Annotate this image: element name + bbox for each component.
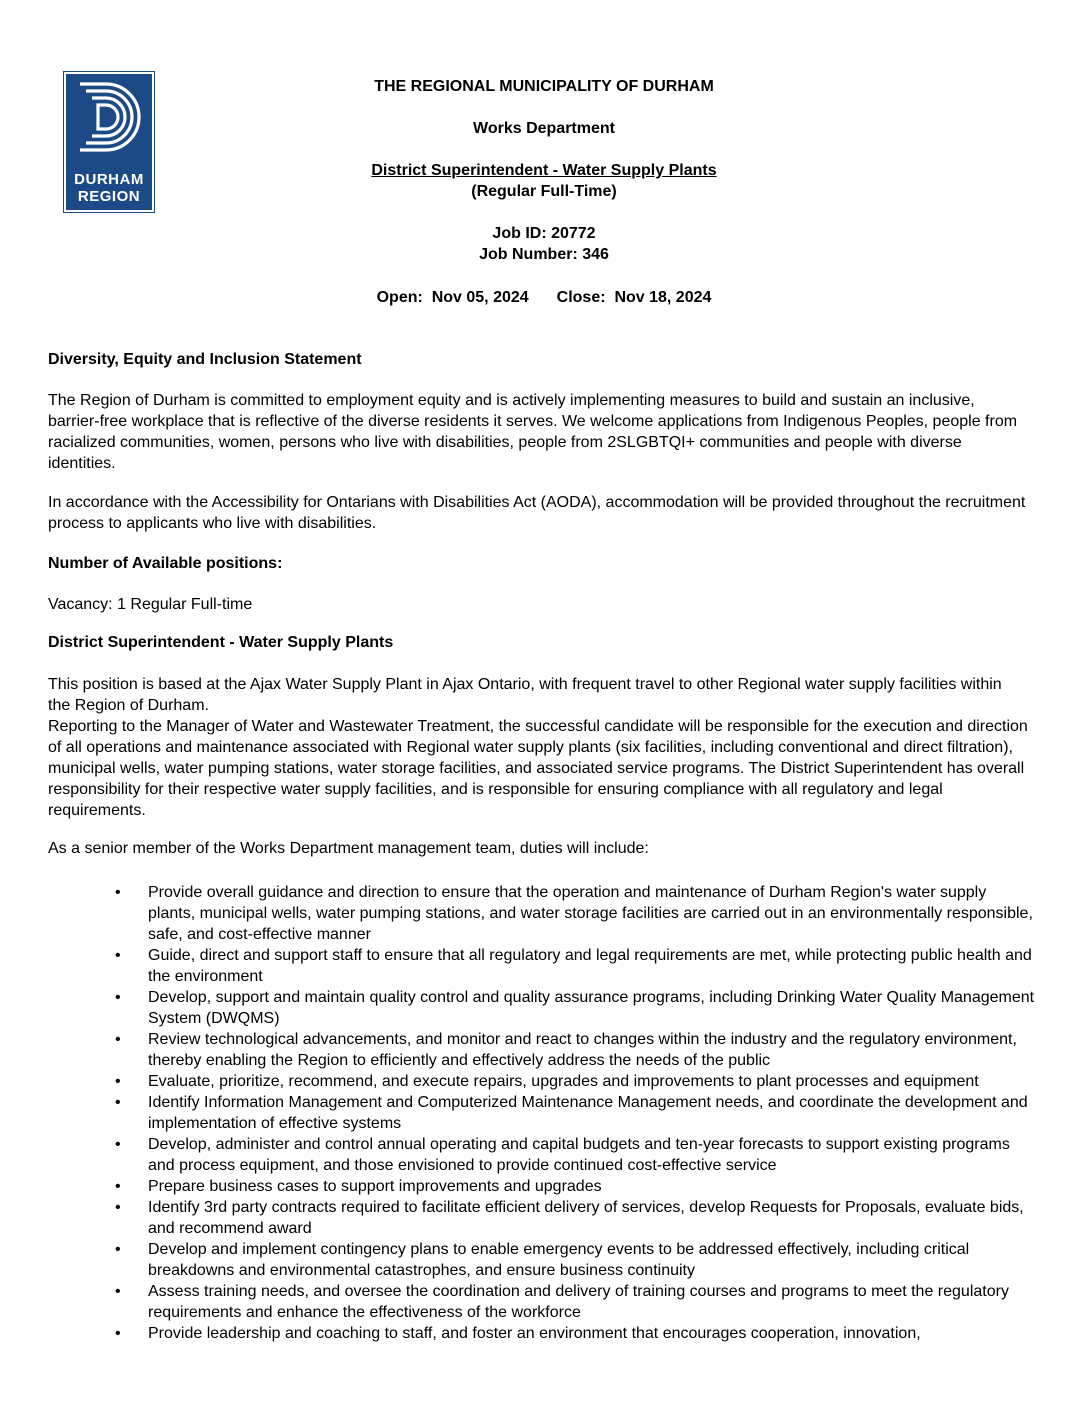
list-item [115,1092,1035,1134]
duty-text: Guide, direct and support staff to ensure that all regulatory and legal requirements are met, while protecting public health and the environment [148,947,1032,985]
positions-heading: Number of Available positions: [48,555,283,572]
bullet-icon: • [115,1199,121,1216]
duty-text: Identify Information Management and Computerized Maintenance Management needs, and coordinate the development and implementation of effective systems [148,1094,1028,1132]
logo-line-durham: DURHAM [74,171,144,188]
duty-text: Provide leadership and coaching to staff, and foster an environment that encourages cooperation, innovation, [148,1325,921,1342]
bullet-icon: • [115,1325,121,1342]
job-number: Job Number: 346 [479,246,609,263]
duty-text: Provide overall guidance and direction to ensure that the operation and maintenance of Durham Region's water supply plants, municipal wells, water pumping stations, and water storage facilities are carried out in an environmentally responsible, safe, and cost-effective manner [148,884,1033,943]
position-title [0,160,1088,181]
duty-text: Prepare business cases to support improvements and upgrades [148,1178,602,1195]
duty-text: Develop and implement contingency plans to enable emergency events to be addressed effectively, including critical breakdowns and environmental catastrophes, and ensure business continuity [148,1241,970,1279]
role-paragraph-1-text: This position is based at the Ajax Water Supply Plant in Ajax Ontario, with frequent travel to other Regional water supply facilities within the Region of Durham. [48,676,1002,714]
bullet-icon: • [115,947,121,964]
list-item [115,1197,1035,1239]
list-item [115,1134,1035,1176]
posting-dates [0,287,1088,308]
vacancy-text: Vacancy: 1 Regular Full-time [48,596,253,613]
list-item [115,1239,1035,1281]
close-date: Close: Nov 18, 2024 [556,289,712,306]
duty-text: Develop, support and maintain quality control and quality assurance programs, including Drinking Water Quality Management System (DWQMS) [148,989,1035,1027]
dei-heading: Diversity, Equity and Inclusion Statement [48,351,362,368]
list-item [115,1176,1035,1197]
bullet-icon: • [115,1178,121,1195]
bullet-icon: • [115,1136,121,1153]
bullet-icon: • [115,1283,121,1300]
bullet-icon: • [115,1031,121,1048]
dei-paragraph-2 [48,492,1028,534]
bullet-icon: • [115,1073,121,1090]
list-item [115,987,1035,1029]
duty-text: Evaluate, prioritize, recommend, and execute repairs, upgrades and improvements to plant processes and equipment [148,1073,979,1090]
list-item [115,1029,1035,1071]
list-item [115,1071,1035,1092]
job-id: Job ID: 20772 [492,225,596,242]
organization-name: THE REGIONAL MUNICIPALITY OF DURHAM [374,78,714,95]
bullet-icon: • [115,989,121,1006]
department-name: Works Department [473,120,615,137]
bullet-icon: • [115,1094,121,1111]
position-title-text: District Superintendent - Water Supply Plants [371,162,717,179]
duty-text: Develop, administer and control annual operating and capital budgets and ten-year forecasts to support existing programs and process equipment, and those envisioned to provide continued cost-effective service [148,1136,1010,1174]
duty-text: Identify 3rd party contracts required to facilitate efficient delivery of services, develop Requests for Proposals, evaluate bids, and recommend award [148,1199,1024,1237]
logo-line-region: REGION [77,188,141,205]
role-paragraph-1 [48,674,1028,821]
duties-intro: As a senior member of the Works Department management team, duties will include: [48,840,649,857]
bullet-icon: • [115,884,121,901]
employment-type: (Regular Full-Time) [471,183,617,200]
list-item [115,882,1035,945]
duties-list [115,882,1035,1344]
dei-paragraph-2-text: In accordance with the Accessibility for Ontarians with Disabilities Act (AODA), accommodation will be provided throughout the recruitment process to applicants who live with disabilities. [48,494,1026,532]
dei-paragraph-1 [48,390,1028,474]
list-item [115,945,1035,987]
role-paragraph-2-text: Reporting to the Manager of Water and Wastewater Treatment, the successful candidate will be responsible for the execution and direction of all operations and maintenance associated with Regional water supply plants (six facilities, including conventional and direct filtration), municipal wells, water pumping stations, water storage facilities, and associated service programs. The District Superintendent has overall responsibility for their respective water supply facilities, and is responsible for ensuring compliance with all regulatory and legal requirements. [48,718,1028,819]
list-item [115,1281,1035,1323]
duty-text: Assess training needs, and oversee the coordination and delivery of training courses and programs to meet the regulatory requirements and enhance the effectiveness of the workforce [148,1283,1009,1321]
role-heading: District Superintendent - Water Supply Plants [48,634,394,651]
bullet-icon: • [115,1241,121,1258]
duty-text: Review technological advancements, and monitor and react to changes within the industry and the regulatory environment, thereby enabling the Region to efficiently and effectively address the needs of the public [148,1031,1017,1069]
list-item [115,1323,1035,1344]
open-date: Open: Nov 05, 2024 [376,289,529,306]
dei-paragraph-1-text: The Region of Durham is committed to employment equity and is actively implementing measures to build and sustain an inclusive, barrier-free workplace that is reflective of the diverse residents it serves. We welcome applications from Indigenous Peoples, people from racialized communities, women, persons who live with disabilities, people from 2SLGBTQI+ communities and people with diverse identities. [48,392,1018,472]
